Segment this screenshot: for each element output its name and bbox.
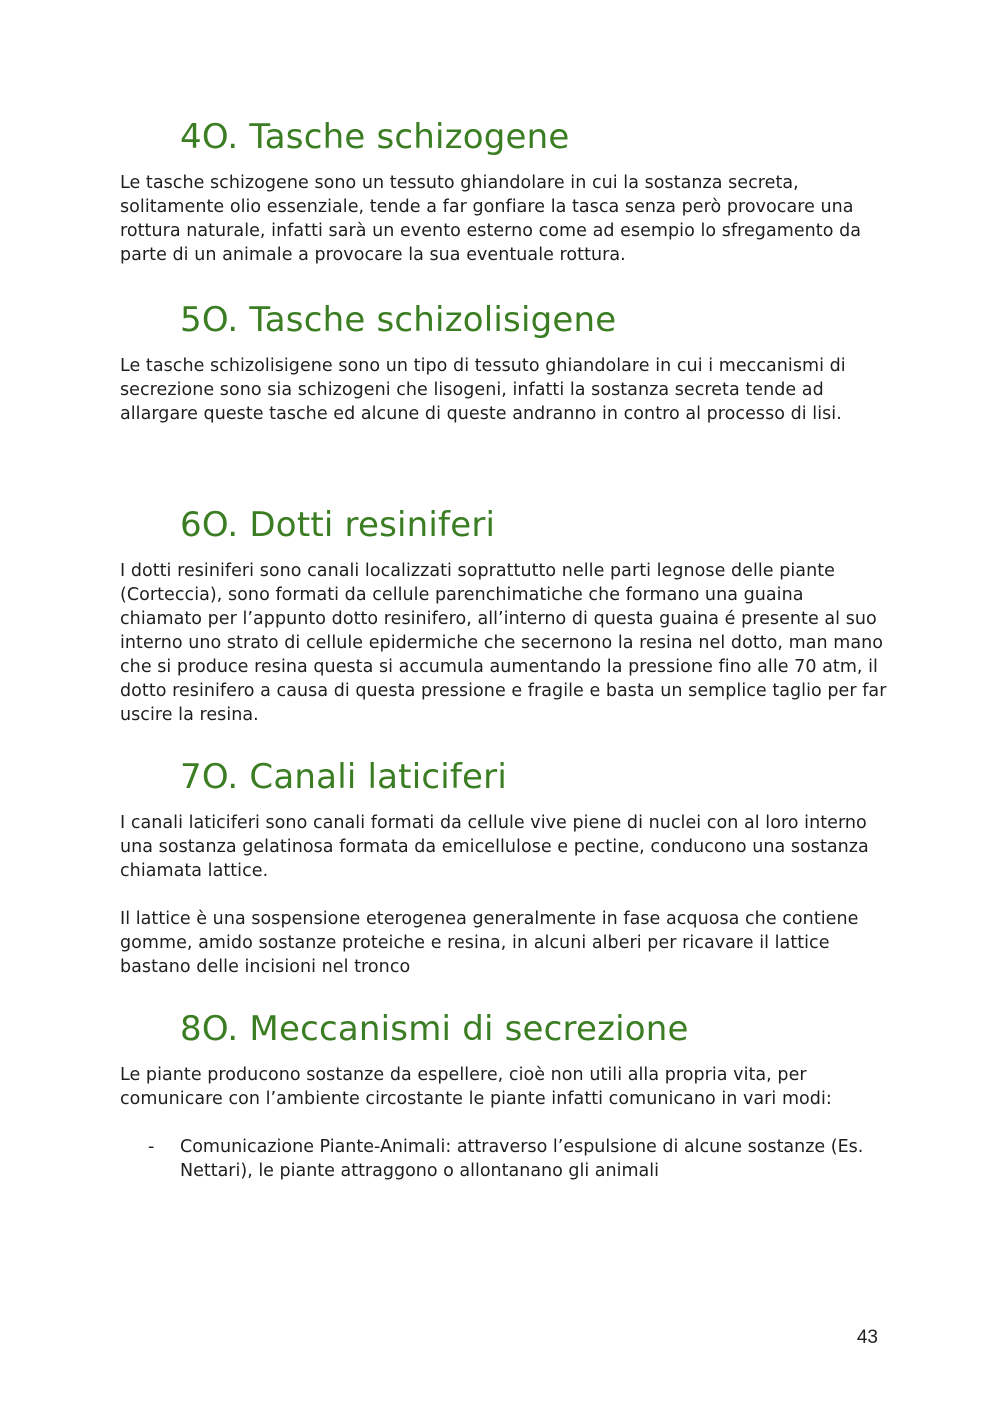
- section-paragraph: Il lattice è una sospensione eterogenea generalmente in fase acquosa che contiene gomme, amido sostanze proteiche e resina, in alcuni alberi per ricavare il lattice bastano delle incisioni nel tronco: [120, 909, 859, 977]
- list-item: [120, 1135, 890, 1183]
- section-tasche-schizogene: [120, 117, 890, 267]
- section-paragraph: Le piante producono sostanze da espellere, cioè non utili alla propria vita, per comunicare con l’ambiente circostante le piante infatti comunicano in vari modi:: [120, 1065, 832, 1109]
- section-tasche-schizolisigene: [120, 300, 890, 426]
- section-paragraph: I canali laticiferi sono canali formati da cellule vive piene di nuclei con al loro interno una sostanza gelatinosa formata da emicellulose e pectine, conducono una sostanza chiamata lattice.: [120, 813, 869, 881]
- section-paragraph: Le tasche schizolisigene sono un tipo di tessuto ghiandolare in cui i meccanismi di secrezione sono sia schizogeni che lisogeni, infatti la sostanza secreta tende ad allargare queste tasche ed alcune di queste andranno in contro al processo di lisi.: [120, 356, 846, 424]
- section-heading: 7O. Canali laticiferi: [180, 757, 508, 797]
- section-dotti-resiniferi: [120, 505, 890, 727]
- page-number: 43: [856, 1327, 878, 1348]
- section-heading: 6O. Dotti resiniferi: [180, 505, 496, 545]
- section-canali-laticiferi: [120, 757, 890, 979]
- section-heading: 4O. Tasche schizogene: [180, 117, 570, 157]
- section-paragraph: Le tasche schizogene sono un tessuto ghiandolare in cui la sostanza secreta, solitamente olio essenziale, tende a far gonfiare la tasca senza però provocare una rottura naturale, infatti sarà un evento esterno come ad esempio lo sfregamento da parte di un animale a provocare la sua eventuale rottura.: [120, 173, 862, 265]
- section-heading: 8O. Meccanismi di secrezione: [180, 1009, 689, 1049]
- bullet-list: [120, 1135, 890, 1183]
- section-heading: 5O. Tasche schizolisigene: [180, 300, 617, 340]
- list-item-text: Comunicazione Piante-Animali: attraverso l’espulsione di alcune sostanze (Es. Nettari), le piante attraggono o allontanano gli animali: [180, 1137, 864, 1181]
- bullet-marker: -: [148, 1137, 155, 1157]
- section-paragraph: I dotti resiniferi sono canali localizzati soprattutto nelle parti legnose delle piante (Corteccia), sono formati da cellule parenchimatiche che formano una guaina chiamato per l’appunto dotto resinifero, all’interno di questa guaina é presente al suo interno uno strato di cellule epidermiche che secernono la resina nel dotto, man mano che si produce resina questa si accumula aumentando la pressione fino alle 70 atm, il dotto resinifero a causa di questa pressione e fragile e basta un semplice taglio per far uscire la resina.: [120, 561, 887, 725]
- section-meccanismi-di-secrezione: [120, 1009, 890, 1183]
